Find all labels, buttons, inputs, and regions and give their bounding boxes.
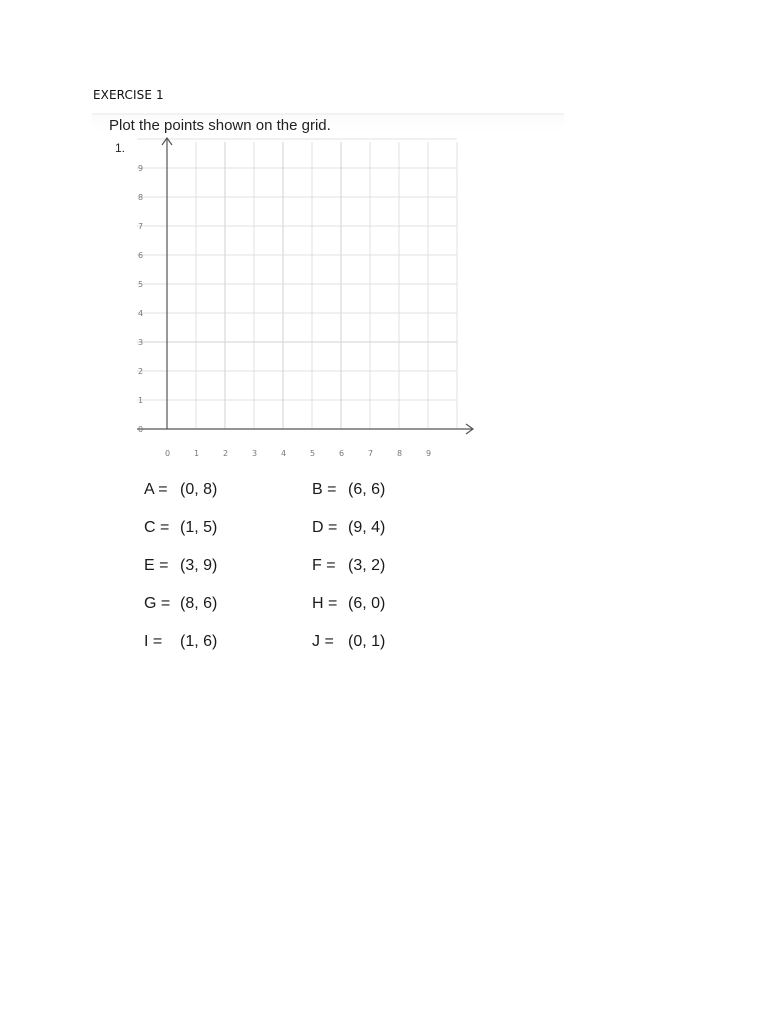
point-name: E = [144,557,169,574]
point-pair-e [144,557,217,575]
point-coords: (0, 8) [180,481,218,498]
point-pair-i [144,633,217,651]
point-coords: (8, 6) [180,595,218,612]
point-coords: (6, 6) [348,481,386,498]
point-name: I = [144,633,163,650]
point-coords: (0, 1) [348,633,386,650]
point-pair-h [312,595,385,613]
y-tick-label: 6 [138,251,144,260]
point-name: J = [312,633,334,650]
x-tick-label: 6 [339,449,345,458]
question-number: 1. [115,141,126,155]
x-tick-label: 9 [426,449,432,458]
point-name: D = [312,519,338,536]
y-tick-label: 8 [138,193,144,202]
y-tick-labels [138,164,143,434]
x-tick-label: 3 [252,449,258,458]
point-coords: (1, 5) [180,519,218,536]
point-coords: (3, 9) [180,557,218,574]
point-name: F = [312,557,336,574]
x-tick-label: 0 [165,449,171,458]
y-tick-label: 2 [138,367,144,376]
x-tick-label: 4 [281,449,287,458]
point-pair-a [144,481,217,499]
point-pair-j [312,633,385,651]
point-coords: (3, 2) [348,557,386,574]
point-coords: (6, 0) [348,595,386,612]
y-tick-label: 3 [138,338,144,347]
point-pair-g [144,595,217,613]
y-tick-label: 4 [138,309,144,318]
point-name: C = [144,519,170,536]
y-tick-label: 1 [138,396,144,405]
point-pair-d [312,519,385,537]
grid-lines [137,139,457,429]
y-tick-label: 9 [138,164,144,173]
y-tick-label: 7 [138,222,144,231]
y-tick-label: 5 [138,280,144,289]
exercise-heading: EXERCISE 1 [93,88,164,102]
point-name: A = [144,481,168,498]
point-coords: (1, 6) [180,633,218,650]
y-tick-label: 0 [138,425,144,434]
coordinate-grid[interactable] [120,134,490,466]
instruction-text: Plot the points shown on the grid. [109,117,331,134]
point-pair-c [144,519,217,537]
point-coords: (9, 4) [348,519,386,536]
x-tick-label: 2 [223,449,229,458]
axes [137,138,473,434]
x-tick-label: 1 [194,449,200,458]
x-tick-label: 5 [310,449,316,458]
point-name: B = [312,481,337,498]
x-tick-label: 8 [397,449,403,458]
point-name: G = [144,595,171,612]
point-name: H = [312,595,338,612]
point-pair-b [312,481,385,499]
point-pair-f [312,557,385,575]
x-tick-labels [165,449,431,458]
x-tick-label: 7 [368,449,374,458]
